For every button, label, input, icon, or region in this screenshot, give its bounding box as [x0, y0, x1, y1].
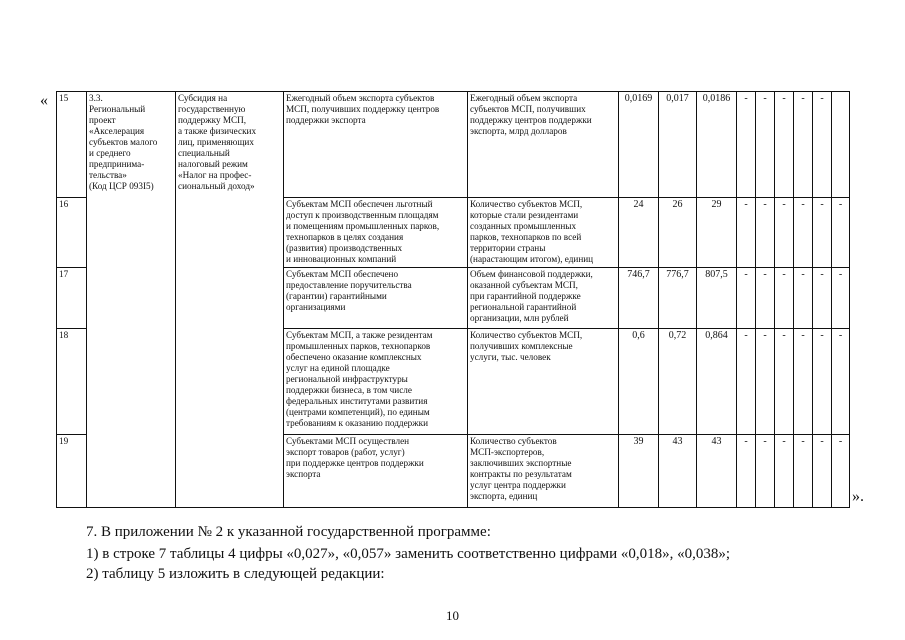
value-2023: 43	[659, 435, 697, 508]
page-number: 10	[446, 608, 459, 623]
dash-cell: -	[775, 329, 794, 435]
dash-cell: -	[737, 435, 756, 508]
value-2022: 0,6	[619, 329, 659, 435]
dash-cell: -	[756, 435, 775, 508]
indicator-cell: Количество субъектов МСП-экспортеров, заключивших экспортные контракты по результатам услуг центра поддержки экспорта, единиц	[468, 435, 619, 508]
opening-quote-mark: «	[40, 92, 48, 109]
result-cell: Субъектам МСП обеспечен льготный доступ к производственным площадям и помещениям промышленных парков, технопарков в целях создания (развития) производственных и инновационных компаний	[284, 198, 468, 268]
dash-cell: -	[832, 329, 850, 435]
value-2023: 26	[659, 198, 697, 268]
dash-cell: -	[775, 198, 794, 268]
dash-cell: -	[737, 268, 756, 329]
program-indicators-table	[56, 91, 850, 508]
indicator-cell: Ежегодный объем экспорта субъектов МСП, получивших поддержку центров поддержки экспорта, млрд долларов	[468, 92, 619, 198]
dash-cell: -	[794, 92, 813, 198]
table-row	[57, 92, 850, 198]
paragraph-subitem-1: 1) в строке 7 таблицы 4 цифры «0,027», «0,057» заменить соответственно цифрами «0,018», «0,038»;	[86, 546, 731, 562]
result-cell: Субъектами МСП осуществлен экспорт товаров (работ, услуг) при поддержке центров поддержки экспорта	[284, 435, 468, 508]
dash-cell: -	[813, 92, 832, 198]
value-2024: 0,864	[697, 329, 737, 435]
dash-cell: -	[737, 329, 756, 435]
dash-cell: -	[737, 92, 756, 198]
result-cell: Ежегодный объем экспорта субъектов МСП, получивших поддержку центров поддержки экспорта	[284, 92, 468, 198]
dash-cell: -	[756, 198, 775, 268]
value-2023: 776,7	[659, 268, 697, 329]
value-2022: 24	[619, 198, 659, 268]
dash-cell: -	[813, 268, 832, 329]
dash-cell: -	[794, 435, 813, 508]
indicator-cell: Количество субъектов МСП, которые стали резидентами созданных промышленных парков, технопарков по всей территории страны (нарастающим итогом), единиц	[468, 198, 619, 268]
dash-cell: -	[794, 268, 813, 329]
project-code-cell: 3.3. Региональный проект «Акселерация субъектов малого и среднего предпринима- тельства» (Код ЦСР 093I5)	[87, 92, 176, 508]
measure-cell: Субсидия на государственную поддержку МСП, а также физических лиц, применяющих специальный налоговый режим «Налог на профес- сиональный доход»	[176, 92, 284, 508]
paragraph-subitem-2: 2) таблицу 5 изложить в следующей редакции:	[86, 566, 385, 582]
value-2024: 807,5	[697, 268, 737, 329]
value-2022: 746,7	[619, 268, 659, 329]
row-number: 15	[57, 92, 87, 198]
value-2024: 0,0186	[697, 92, 737, 198]
dash-cell: -	[756, 329, 775, 435]
value-2023: 0,017	[659, 92, 697, 198]
dash-cell: -	[832, 268, 850, 329]
dash-cell: -	[775, 268, 794, 329]
dash-cell: -	[832, 435, 850, 508]
dash-cell	[832, 92, 850, 198]
closing-quote-mark: ».	[852, 488, 864, 505]
dash-cell: -	[813, 435, 832, 508]
result-cell: Субъектам МСП, а также резидентам промышленных парков, технопарков обеспечено оказание комплексных услуг на единой площадке региональной инфраструктуры поддержки бизнеса, в том числе федеральных институтами развития (центрами компетенций), по единым требованиям к оказанию поддержки	[284, 329, 468, 435]
dash-cell: -	[756, 268, 775, 329]
value-2022: 39	[619, 435, 659, 508]
value-2022: 0,0169	[619, 92, 659, 198]
paragraph-item-7: 7. В приложении № 2 к указанной государственной программе:	[86, 524, 491, 540]
value-2024: 43	[697, 435, 737, 508]
indicator-cell: Объем финансовой поддержки, оказанной субъектам МСП, при гарантийной поддержке региональной гарантийной организации, млн рублей	[468, 268, 619, 329]
dash-cell: -	[832, 198, 850, 268]
row-number: 19	[57, 435, 87, 508]
dash-cell: -	[775, 435, 794, 508]
row-number: 18	[57, 329, 87, 435]
dash-cell: -	[813, 198, 832, 268]
row-number: 16	[57, 198, 87, 268]
row-number: 17	[57, 268, 87, 329]
dash-cell: -	[813, 329, 832, 435]
dash-cell: -	[794, 329, 813, 435]
dash-cell: -	[775, 92, 794, 198]
dash-cell: -	[756, 92, 775, 198]
dash-cell: -	[794, 198, 813, 268]
result-cell: Субъектам МСП обеспечено предоставление поручительства (гарантии) гарантийными организациями	[284, 268, 468, 329]
value-2024: 29	[697, 198, 737, 268]
dash-cell: -	[737, 198, 756, 268]
indicator-cell: Количество субъектов МСП, получивших комплексные услуги, тыс. человек	[468, 329, 619, 435]
value-2023: 0,72	[659, 329, 697, 435]
